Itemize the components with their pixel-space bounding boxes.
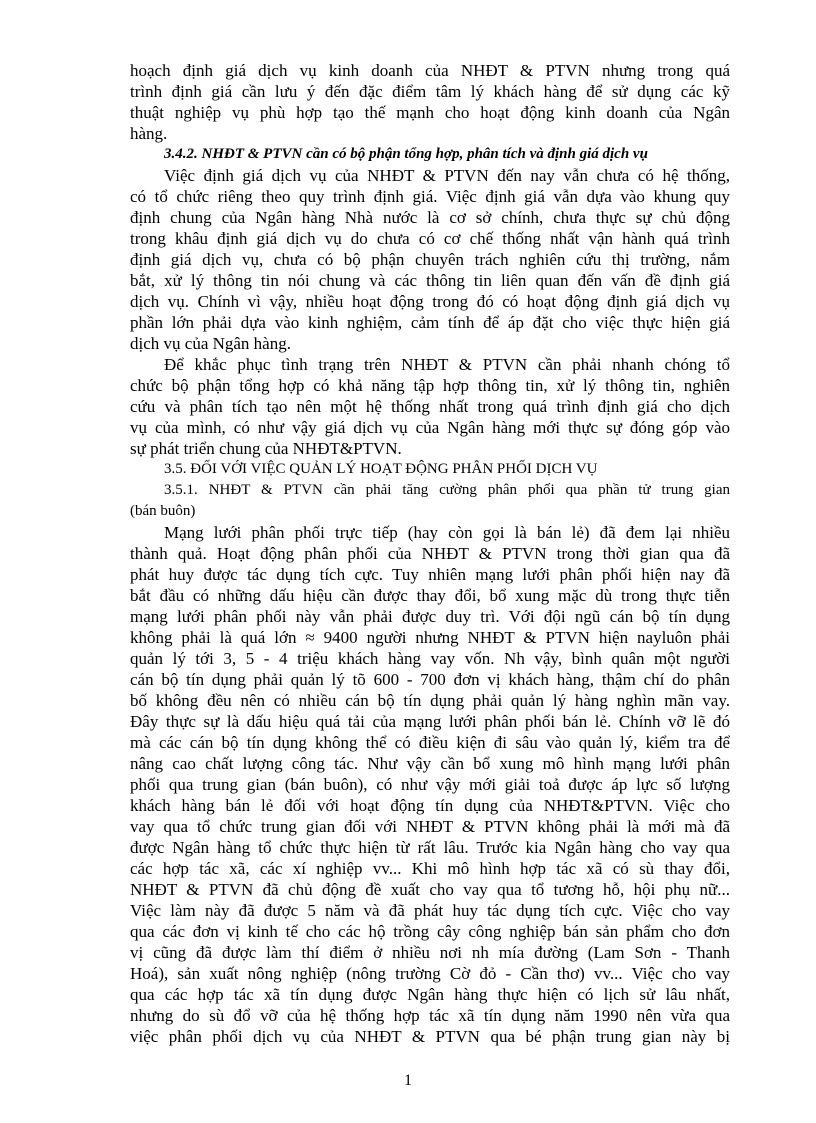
text-line: hoạch định giá dịch vụ kinh doanh của NHĐT & PTVN nhưng trong quá — [130, 61, 730, 80]
text-line: Đây thực sự là dấu hiệu quá tải của mạng lưới phân phối bán lẻ. Chính vỡ lẽ đó — [130, 712, 730, 731]
text-line: vị cũng đã được làm thí điểm ở nhiều nơi nh mía đường (Lam Sơn - Thanh — [130, 943, 730, 962]
text-line: mà các cán bộ tín dụng không thể có điều kiện đi sâu vào quản lý, kiểm tra để — [130, 733, 730, 752]
text-line: khách hàng bán lẻ đối với hoạt động tín dụng của NHĐT&PTVN. Việc cho — [130, 796, 730, 815]
text-line: có tổ chức riêng theo quy trình định giá. Việc định giá vẫn dựa vào khung quy — [130, 187, 730, 206]
text-line: phát huy được tác dụng tích cực. Tuy nhiên mạng lưới phân phối hiện nay đã — [130, 565, 730, 584]
page-number: 1 — [404, 1072, 412, 1089]
text-line: Việc định giá dịch vụ của NHĐT & PTVN đến nay vẫn chưa có hệ thống, — [164, 166, 730, 185]
text-line: trong khâu định giá dịch vụ do chưa có cơ chế thống nhất vận hành quá trình — [130, 229, 730, 248]
text-line: định chung của Ngân hàng Nhà nước là cơ sở chính, chưa thực sự chủ động — [130, 208, 730, 227]
text-line: cứu và phân tích tạo nên một hệ thống nhất trong quá trình định giá cho dịch — [130, 397, 730, 416]
text-line: hàng. — [130, 124, 168, 143]
text-line: trình định giá cần lưu ý đến đặc điểm tâm lý khách hàng để sử dụng các kỹ — [130, 82, 730, 101]
text-line: Việc làm này đã được 5 năm và đã phát huy tác dụng tích cực. Việc cho vay — [130, 901, 730, 920]
text-line: Hoá), sản xuất nông nghiệp (nông trường Cờ đỏ - Cần thơ) vv... Việc cho vay — [130, 964, 730, 983]
text-line: thành quả. Hoạt động phân phối của NHĐT & PTVN trong thời gian qua đã — [130, 544, 730, 563]
text-line: vay qua tổ chức trung gian đối với NHĐT & PTVN không phải là mới mà đã — [130, 817, 730, 836]
text-line: Mạng lưới phân phối trực tiếp (hay còn gọi là bán lẻ) đã đem lại nhiều — [164, 523, 730, 542]
text-line: thuật nghiệp vụ phù hợp tạo thế mạnh cho hoạt động kinh doanh của Ngân — [130, 103, 730, 122]
text-line: không phải là quá lớn ≈ 9400 người nhưng NHĐT & PTVN hiện nayluôn phải — [130, 628, 730, 647]
text-line: qua các hợp tác xã tín dụng được Ngân hàng thực hiện có lịch sử lâu nhất, — [130, 985, 730, 1004]
text-line: dịch vụ của Ngân hàng. — [130, 334, 291, 353]
text-line: các hợp tác xã, các xí nghiệp vv... Khi mô hình hợp tác xã có sù thay đổi, — [130, 859, 730, 878]
text-line: nâng cao chất lượng công tác. Như vậy cần bổ xung mô hình mạng lưới phân — [130, 754, 730, 773]
text-line: qua các đơn vị kinh tế cho các hộ trồng cây công nghiệp bán sản phẩm cho đơn — [130, 922, 730, 941]
text-line: quản lý tới 3, 5 - 4 triệu khách hàng vay vốn. Nh vậy, bình quân một người — [130, 649, 730, 668]
text-line: bố không đều nên có nhiều cán bộ tín dụng phải quản lý hàng nghìn mãn vay. — [130, 691, 730, 710]
text-line: NHĐT & PTVN đã chủ động đề xuất cho vay qua tổ tương hỗ, hội phụ nữ... — [130, 880, 730, 899]
text-line: bắt, xử lý thông tin nói chung và các thông tin liên quan đến vấn đề định giá — [130, 271, 730, 290]
text-line: dịch vụ. Chính vì vậy, nhiều hoạt động trong đó có hoạt động định giá dịch vụ — [130, 292, 730, 311]
text-line: việc phân phối dịch vụ của NHĐT & PTVN qua bé phận trung gian này bị — [130, 1027, 730, 1046]
text-line: Để khắc phục tình trạng trên NHĐT & PTVN cần phải nhanh chóng tổ — [164, 355, 730, 374]
text-line: sự phát triển chung của NHĐT&PTVN. — [130, 439, 402, 458]
text-line: bắt đầu có những dấu hiệu cần được thay đổi, bổ xung mặc dù trong thực tiễn — [130, 586, 730, 605]
text-line: mạng lưới phân phối này vẫn phải được duy trì. Với đội ngũ cán bộ tín dụng — [130, 607, 730, 626]
text-line: phối qua trung gian (bán buôn), có như vậy mới giải toả được áp lực số lượng — [130, 775, 730, 794]
text-line: chức bộ phận tổng hợp có khả năng tập hợp thông tin, xử lý thông tin, nghiên — [130, 376, 730, 395]
section-heading-3-5-1: 3.5.1. NHĐT & PTVN cần phải tăng cường phân phối qua phần tử trung gian — [164, 482, 730, 498]
section-heading-3-5: 3.5. ĐỐI VỚI VIỆC QUẢN LÝ HOẠT ĐỘNG PHÂN PHỐI DỊCH VỤ — [164, 461, 598, 477]
text-line: nhưng do sù đổ vỡ của hệ thống hợp tác xã tín dụng năm 1990 nên vừa qua — [130, 1006, 730, 1025]
section-heading-3-5-1-cont: (bán buôn) — [130, 503, 196, 519]
text-line: định giá dịch vụ, chưa có bộ phận chuyên trách nghiên cứu thị trường, nắm — [130, 250, 730, 269]
text-line: vụ của mình, có như vậy giá dịch vụ của Ngân hàng mới thực sự đóng góp vào — [130, 418, 730, 437]
text-line: phần lớn phải dựa vào kinh nghiệm, cảm tính để áp đặt cho việc thực hiện giá — [130, 313, 730, 332]
text-line: cán bộ tín dụng phải quản lý tõ 600 - 700 đơn vị khách hàng, thậm chí do phân — [130, 670, 730, 689]
text-line: được Ngân hàng tổ chức thực hiện từ rất lâu. Trước kia Ngân hàng cho vay qua — [130, 838, 730, 857]
section-heading-3-4-2: 3.4.2. NHĐT & PTVN cần có bộ phận tổng hợp, phân tích và định giá dịch vụ — [164, 146, 648, 162]
